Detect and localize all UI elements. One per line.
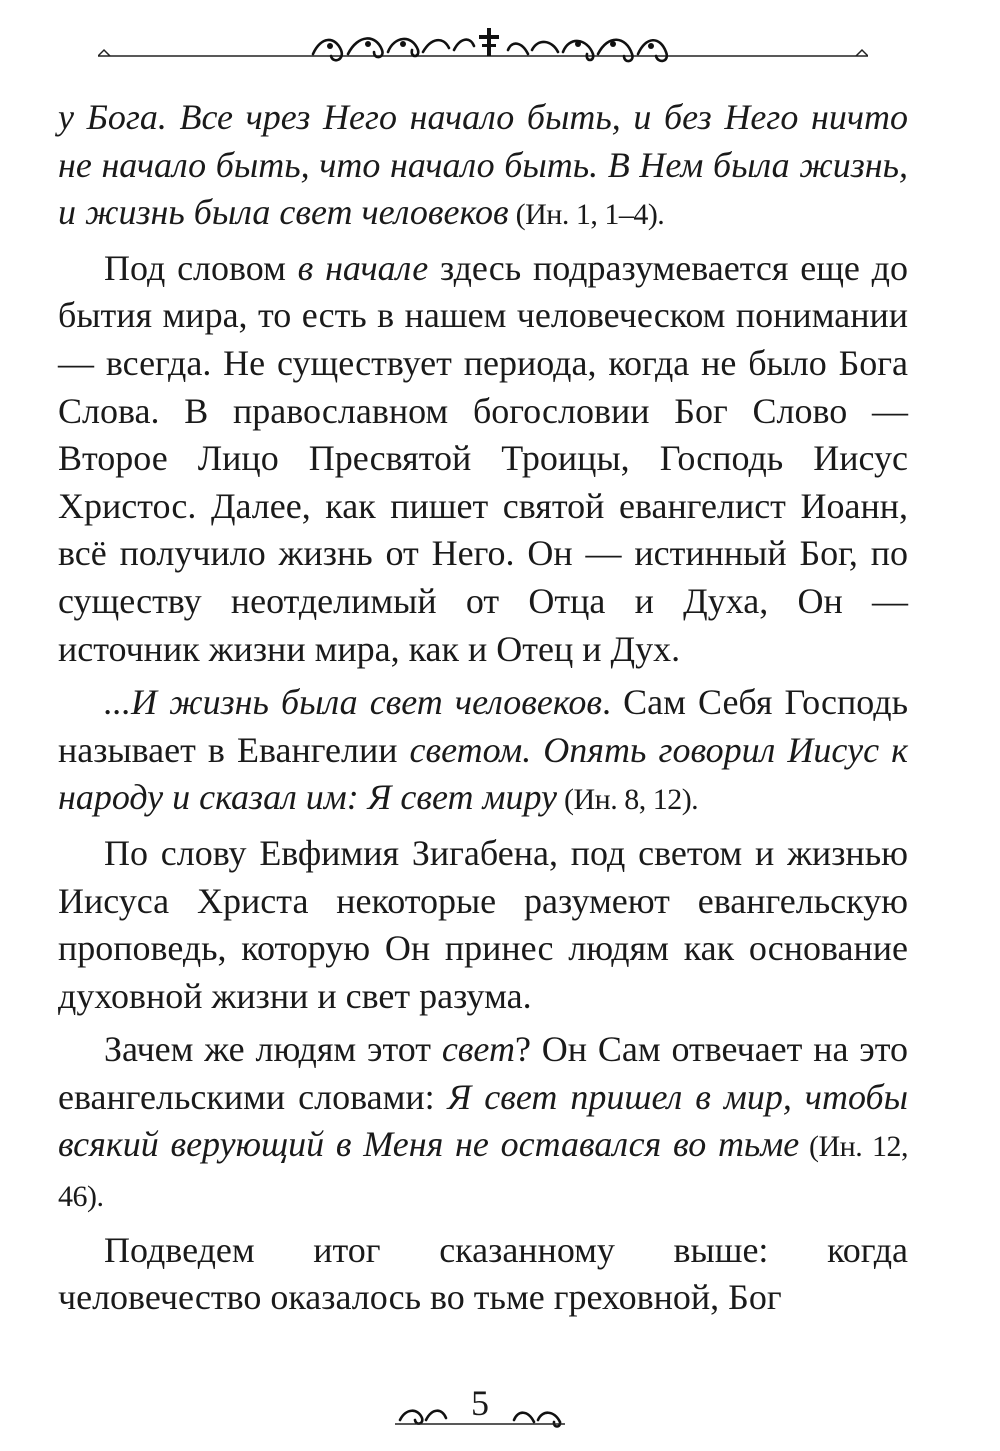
text-segment: Подведем итог сказанному выше: когда человечество оказалось во тьме греховной, Бог: [58, 1229, 908, 1318]
paragraph-5: [58, 1026, 908, 1220]
text-segment: (Ин. 1, 1–4).: [508, 198, 665, 232]
text-segment: свет: [441, 1029, 515, 1070]
text-segment: . Сам Себя Господь называет в Евангелии: [58, 682, 908, 770]
text-segment: здесь подразумевается еще до бытия мира, то есть в нашем человеческом понимании — всегда. Не существует периода, когда не было Бога Слова. В православном богословии Бог Слово — Второе Лицо Пресвятой Троицы, Господь Иисус Христос. Далее, как пишет святой евангелист Иоанн, всё получило жизнь от Него. Он — истинный Бог, по существу неотделимый от Отца и Духа, Он — источник жизни мира, как и Отец и Дух.: [58, 247, 908, 669]
page-text: [58, 94, 908, 1322]
text-segment: По слову Евфимия Зигабена, под светом и жизнью Иисуса Христа некоторые разумеют евангельскую проповедь, которую Он принес людям как основание духовной жизни и свет разума.: [58, 832, 908, 1016]
text-segment: ...И жизнь была свет человеков: [104, 682, 603, 723]
text-segment: (Ин. 12, 46).: [58, 1130, 908, 1214]
text-segment: Под словом: [104, 247, 298, 288]
text-segment: Я свет пришел в мир, чтобы всякий верующий в Меня не оставался во тьме: [58, 1076, 908, 1165]
footer: [380, 1378, 580, 1434]
text-segment: в начале: [297, 247, 429, 288]
text-segment: Зачем же людям этот: [104, 1029, 442, 1070]
paragraph-1: [58, 94, 908, 239]
page-number: 5: [471, 1383, 489, 1423]
paragraph-4: [58, 830, 908, 1020]
text-segment: (Ин. 8, 12).: [556, 783, 699, 817]
text-segment: светом. Опять говорил Иисус к народу и сказал им: Я свет миру: [58, 729, 908, 818]
header-ornament: [98, 20, 868, 70]
text-segment: ? Он Сам отвечает на это евангельскими словами:: [58, 1029, 909, 1117]
text-segment: у Бога. Все чрез Него начало быть, и без Него ничто не начало быть, что начало быть. В Нем была жизнь, и жизнь была свет человеков: [58, 97, 908, 233]
paragraph-2: [58, 245, 908, 673]
paragraph-3: [58, 679, 908, 824]
paragraph-6: [58, 1227, 908, 1322]
